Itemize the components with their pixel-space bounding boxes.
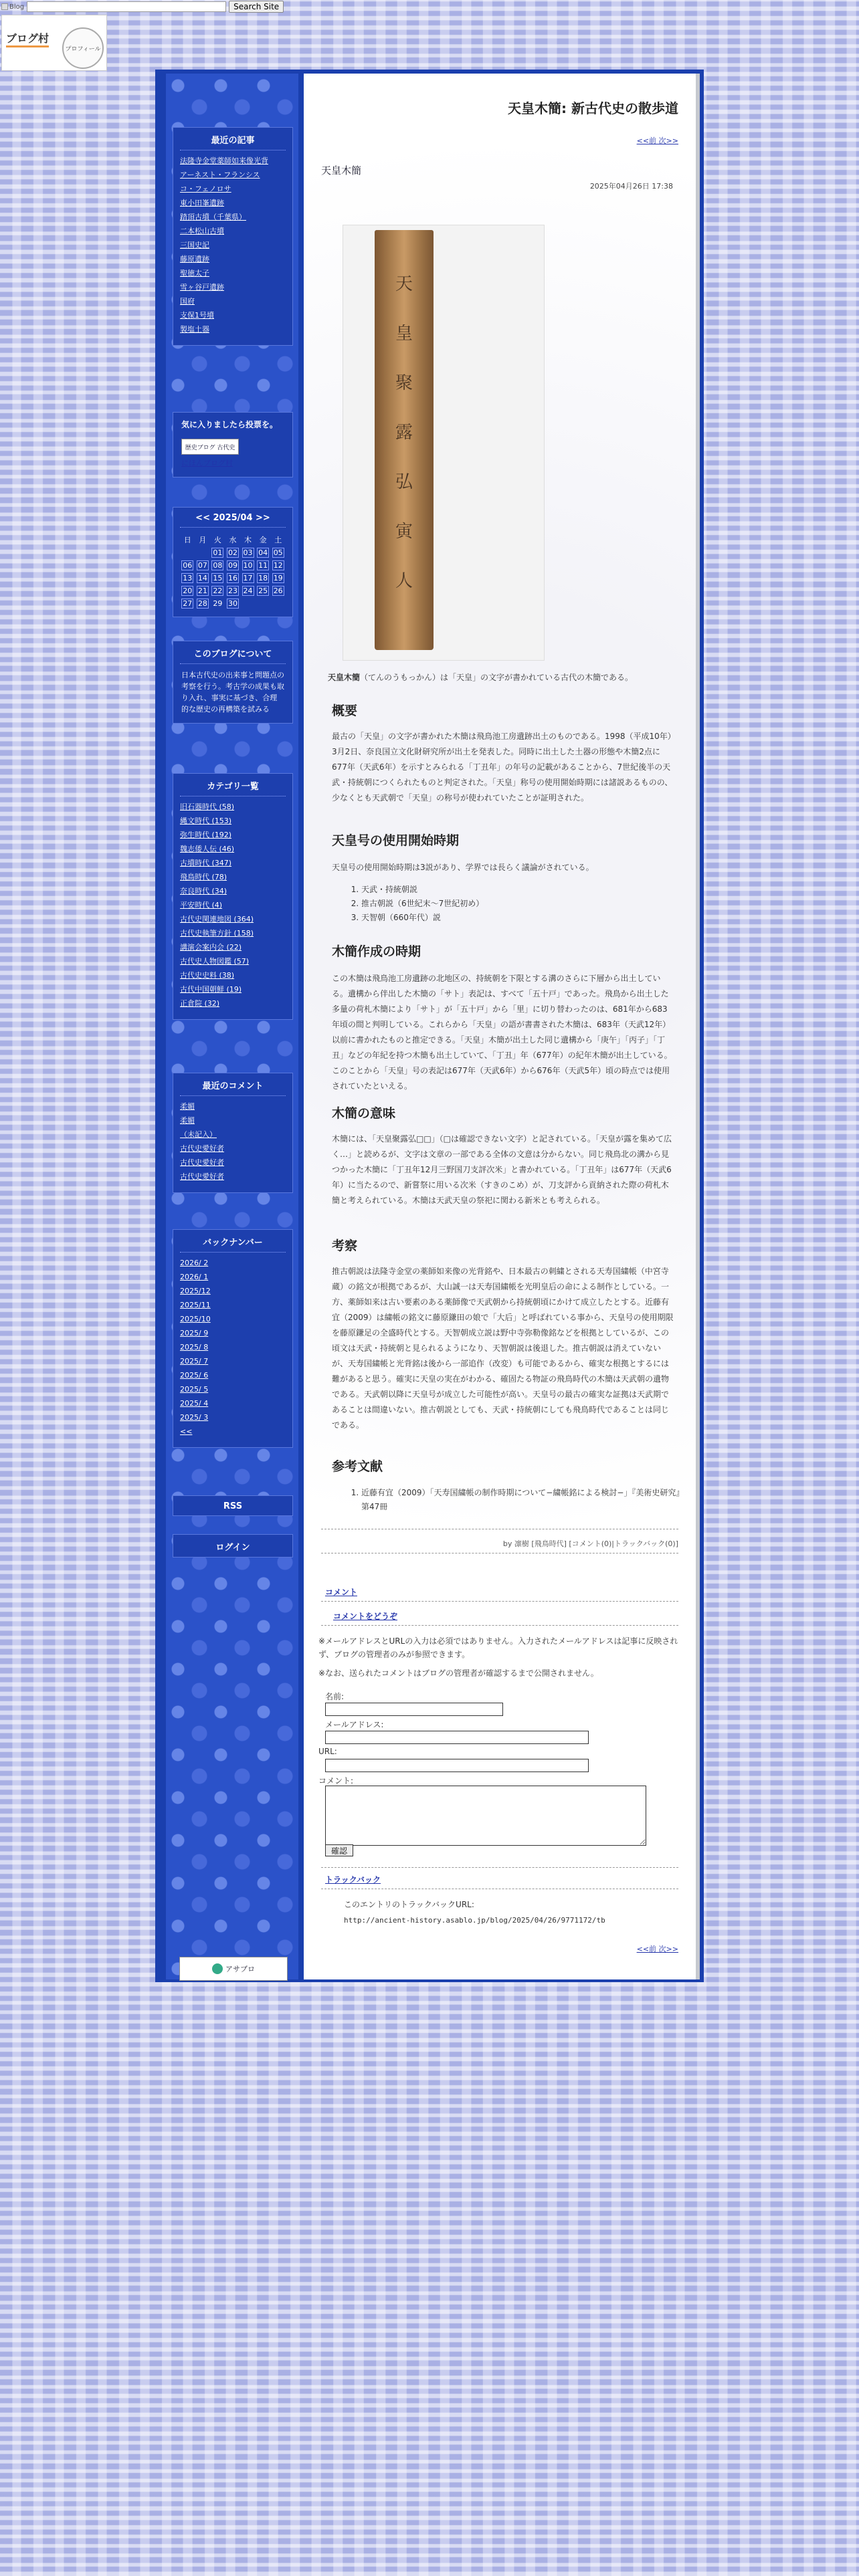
- category-item-link[interactable]: 講演会案内会 (22): [180, 943, 242, 952]
- recent-post-item[interactable]: [180, 296, 286, 306]
- recent-posts-box: [173, 127, 293, 346]
- calendar-day[interactable]: 08: [213, 561, 223, 570]
- about-text: 日本古代史の出来事と問題点の考察を行う。考古学の成果も取り入れ、事実に基づき、合理的な歴史の再構築を試みる: [181, 671, 284, 714]
- category-item[interactable]: [180, 844, 286, 854]
- calendar-day[interactable]: 01: [213, 548, 223, 557]
- comment-textarea[interactable]: [325, 1786, 646, 1846]
- recent-comment-item-link[interactable]: 古代史愛好者: [180, 1158, 224, 1167]
- calendar-day[interactable]: 11: [258, 561, 268, 570]
- recent-comments-box: [173, 1073, 293, 1193]
- heading-dating: 木簡作成の時期: [332, 944, 421, 959]
- calendar-day[interactable]: 05: [273, 548, 283, 557]
- backnumber-item-link[interactable]: 2025/ 4: [180, 1399, 209, 1408]
- recent-post-item[interactable]: [180, 170, 286, 180]
- divider: [321, 1625, 678, 1626]
- category-item-link[interactable]: 古代史執筆方針 (158): [180, 929, 254, 938]
- recent-comment-item-link[interactable]: 古代史愛好者: [180, 1144, 224, 1153]
- mokkan-character: 天: [395, 274, 413, 294]
- backnumber-item-link[interactable]: 2026/ 1: [180, 1273, 209, 1281]
- photo-caption: 天皇木簡（てんのうもっかん）は「天皇」の文字が書かれている古代の木簡である。: [328, 673, 634, 682]
- calendar-day[interactable]: 09: [227, 561, 237, 570]
- nihon-blogmura-link[interactable]: にほんブログ村: [181, 459, 233, 467]
- recent-comments-title: 最近のコメント: [180, 1073, 286, 1096]
- category-item[interactable]: [180, 830, 286, 840]
- recent-post-item[interactable]: [180, 310, 286, 320]
- about-title: このブログについて: [180, 641, 286, 664]
- recent-comment-item[interactable]: [180, 1158, 286, 1168]
- recent-comment-item-link[interactable]: （未記入）: [180, 1130, 217, 1139]
- backnumber-item[interactable]: [180, 1286, 286, 1296]
- calendar-box: [173, 507, 293, 617]
- content-scroll-rail: [696, 74, 700, 1979]
- calendar-day[interactable]: 20: [183, 586, 193, 595]
- trackback-url[interactable]: http://ancient-history.asablo.jp/blog/2025/04/26/9771172/tb: [344, 1916, 605, 1925]
- calendar-day[interactable]: 03: [243, 548, 253, 557]
- calendar-weekday: 日: [183, 536, 191, 544]
- calendar-day[interactable]: 25: [258, 586, 268, 595]
- references-list: [348, 1486, 682, 1514]
- usage-list-item: 1. 天武・持統朝説: [361, 883, 682, 897]
- mokkan-character: 人: [395, 571, 413, 591]
- blogmura-banner[interactable]: ブログ村 プロフィール: [1, 15, 107, 71]
- calendar-day[interactable]: 26: [273, 586, 283, 595]
- mokkan-character: 皇: [395, 324, 413, 344]
- calendar-day[interactable]: 02: [227, 548, 237, 557]
- analysis-text: 推古朝説は法隆寺金堂の薬師如来像の光背銘や、日本最古の刺繍とされる天寿国繍帳（中宮寺蔵）の銘文が根拠であるが、大山誠一は天寿国繍帳を光明皇后の命による制作としている。一方、薬師如来は古い要素のある薬師像で天武朝から持統朝頃にかけて成立したとする。近藤有宜（2009）は繍帳の銘文に藤原鎌田の娘で「大后」と呼ばれている事から、天皇号の使用期限を藤原鎌足の全盛時代とする。天智朝成立説は野中寺弥勒像銘などを根拠としているが、この頃文は天武・持統朝と見られるようになり、天智朝説は後退した。推古朝説は消えていないが、天寿国繍帳と光背銘は後から一部追作（改変）も可能であるから、確実な根拠とするには難があると思う。確実に天皇の実在がわかる、確固たる物証の飛鳥時代の木簡は天武朝の遺物である。天武朝以降に天皇号が成立した可能性が高い。天皇号の最古の確実な証拠は天武期であることは間違いない。推古朝説としても、天武・持統朝にしても飛鳥時代であることは同じである。: [332, 1267, 674, 1430]
- calendar-day[interactable]: 16: [227, 574, 237, 582]
- sidebar: [166, 74, 298, 1979]
- search-input[interactable]: [27, 1, 226, 12]
- mokkan-character: 弘: [395, 472, 413, 492]
- backnumber-item[interactable]: [180, 1356, 286, 1366]
- backnumber-item[interactable]: [180, 1300, 286, 1310]
- category-item[interactable]: [180, 914, 286, 924]
- profile-badge[interactable]: プロフィール: [62, 27, 104, 69]
- usage-intro: 天皇号の使用開始時期は3説があり、学界では長らく議論がされている。: [332, 863, 594, 872]
- category-item-link[interactable]: 縄文時代 (153): [180, 817, 232, 825]
- usage-list-item: 2. 推古朝説（6世紀末〜7世紀初め）: [361, 897, 682, 911]
- recent-comment-item[interactable]: [180, 1115, 286, 1125]
- category-item[interactable]: [180, 970, 286, 980]
- backnumber-item[interactable]: [180, 1314, 286, 1324]
- backnumber-item-link[interactable]: 2026/ 2: [180, 1259, 209, 1267]
- name-input[interactable]: [325, 1703, 503, 1716]
- url-label: URL:: [318, 1747, 337, 1756]
- comment-section-link[interactable]: コメント: [325, 1588, 358, 1597]
- calendar-day[interactable]: 15: [213, 574, 223, 582]
- calendar-day[interactable]: 24: [243, 586, 253, 595]
- backnumber-item[interactable]: [180, 1342, 286, 1352]
- category-item[interactable]: [180, 858, 286, 868]
- calendar-weekday: 金: [259, 536, 267, 544]
- calendar-day[interactable]: 18: [258, 574, 268, 582]
- backnumber-list: [173, 1258, 292, 1447]
- calendar-day[interactable]: 19: [273, 574, 283, 582]
- post-nav-top: [318, 135, 678, 146]
- heading-analysis: 考察: [332, 1239, 358, 1253]
- comment-note-approval: ※なお、送られたコメントはブログの管理者が確認するまで公開されません。: [318, 1669, 599, 1678]
- recent-posts-title: 最近の記事: [180, 128, 286, 150]
- post-nav-bottom: [318, 1943, 678, 1954]
- prev-next-link[interactable]: <<前 次>>: [636, 136, 678, 145]
- categories-title: カテゴリ一覧: [180, 774, 286, 796]
- post-date: 2025年04月26日 17:38: [589, 182, 673, 191]
- recent-post-item-link[interactable]: 藤原遺跡: [180, 255, 209, 263]
- name-label: 名前:: [325, 1692, 345, 1701]
- backnumber-item-link[interactable]: 2025/10: [180, 1315, 211, 1323]
- calendar-weekday: 月: [199, 536, 207, 544]
- category-item-link[interactable]: 古代史関連地図 (364): [180, 915, 254, 924]
- mokkan-character: 寅: [395, 522, 413, 542]
- calendar-weekday: 水: [229, 536, 237, 544]
- recent-post-item-link[interactable]: 聖徳太子: [180, 269, 209, 278]
- confirm-button[interactable]: 確認: [325, 1844, 353, 1856]
- blog-title[interactable]: 天皇木簡: 新古代史の散歩道: [508, 100, 678, 116]
- categories-box: [173, 773, 293, 1020]
- post-meta[interactable]: by 凛樹 [飛鳥時代] [コメント(0)|トラックバック(0)]: [502, 1539, 678, 1548]
- calendar-day[interactable]: 30: [227, 599, 237, 608]
- about-box: [173, 641, 293, 724]
- recent-post-item[interactable]: [180, 226, 286, 236]
- recent-posts-list: [173, 156, 292, 345]
- trackback-section-link[interactable]: トラックバック: [325, 1875, 381, 1885]
- calendar-day[interactable]: 10: [243, 561, 253, 570]
- calendar-day[interactable]: 17: [243, 574, 253, 582]
- comment-note-email: ※メールアドレスとURLの入力は必須ではありません。入力されたメールアドレスは記事に反映されず、ブログの管理者のみが参照できます。: [318, 1636, 678, 1659]
- recent-post-item-link[interactable]: 三国史記: [180, 241, 209, 249]
- recent-comment-item[interactable]: [180, 1130, 286, 1140]
- blog-logo[interactable]: Blog: [1, 3, 24, 11]
- category-item-link[interactable]: 古代史史料 (38): [180, 971, 235, 980]
- backnumber-item-link[interactable]: 2025/ 6: [180, 1371, 209, 1380]
- recent-comments-list: [173, 1101, 292, 1192]
- recent-post-item-link[interactable]: 製塩土器: [180, 325, 209, 334]
- recent-post-item[interactable]: [180, 254, 286, 264]
- heading-overview: 概要: [332, 704, 358, 718]
- vote-box: [173, 412, 293, 477]
- backnumber-item-link[interactable]: 2025/ 8: [180, 1343, 209, 1352]
- calendar-weekday: 木: [244, 536, 252, 544]
- category-item-link[interactable]: 飛鳥時代 (78): [180, 873, 227, 881]
- login-link[interactable]: ログイン: [215, 1543, 250, 1553]
- calendar-day: [270, 597, 286, 610]
- trackback-text: このエントリのトラックバックURL:: [344, 1900, 474, 1909]
- dating-text: この木簡は飛鳥池工房遺跡の北地区の、持統朝を下限とする溝のさらに下層から出土している。遺構から伴出した木簡の「サト」表記は、すべて「五十戸」であった。飛鳥から出土した多量の荷札木簡により「サト」が「五十戸」から「里」に切り替わったのは、681年から683年頃の間と判明している。これらから「天皇」の語が書書された木簡は、683年（天武12年）以前に書かれたものと推定できる。「天皇」木簡が出土した同じ遺構から「庚午」「丙子」「丁丑」などの年紀を持つ木簡も出土していて、「丁丑」年（677年）の紀年木簡が出土している。このことから「天皇」号の表記は677年（天武6年）から676年（天武5年）頃の時点では使用されていたといえる。: [332, 974, 672, 1091]
- calendar-day[interactable]: 13: [183, 574, 193, 582]
- backnumber-item[interactable]: [180, 1272, 286, 1282]
- usage-list-item: 3. 天智朝（660年代）説: [361, 911, 682, 925]
- calendar-title[interactable]: << 2025/04 >>: [180, 508, 286, 528]
- recent-post-item[interactable]: [180, 324, 286, 334]
- recent-post-item-link[interactable]: 踏頂古墳（千葉県）: [180, 213, 246, 221]
- category-item-link[interactable]: 弥生時代 (192): [180, 831, 232, 839]
- calendar-weekday: 土: [274, 536, 282, 544]
- asablo-badge[interactable]: アサブロ: [179, 1957, 288, 1981]
- recent-post-item-link[interactable]: 雪ヶ谷戸遺跡: [180, 283, 224, 292]
- category-item-link[interactable]: 古墳時代 (347): [180, 859, 232, 867]
- recent-post-item[interactable]: [180, 156, 286, 166]
- category-item[interactable]: [180, 872, 286, 882]
- category-item[interactable]: [180, 984, 286, 994]
- mokkan-image: [375, 230, 434, 650]
- calendar-day: [256, 597, 271, 610]
- backnumber-item[interactable]: [180, 1426, 286, 1436]
- vote-title: 気に入りましたら投票を。: [181, 420, 278, 429]
- logo-icon: [1, 3, 8, 10]
- calendar-day[interactable]: 29: [213, 599, 223, 608]
- calendar-day[interactable]: 23: [227, 586, 237, 595]
- divider: [321, 1867, 678, 1868]
- recent-post-item-link[interactable]: アーネスト・フランシス: [180, 171, 260, 179]
- divider: [321, 1601, 678, 1602]
- recent-post-item[interactable]: [180, 282, 286, 292]
- category-item[interactable]: [180, 942, 286, 952]
- recent-post-item[interactable]: [180, 212, 286, 222]
- calendar-day: [240, 597, 256, 610]
- calendar-day[interactable]: 07: [197, 561, 207, 570]
- category-item[interactable]: [180, 802, 286, 812]
- backnumber-item[interactable]: [180, 1384, 286, 1394]
- post-photo: [343, 225, 545, 661]
- prev-next-link[interactable]: <<前 次>>: [636, 1945, 678, 1953]
- backnumber-item[interactable]: [180, 1370, 286, 1380]
- recent-post-item[interactable]: [180, 240, 286, 250]
- category-item-link[interactable]: 古代中国朝鮮 (19): [180, 985, 242, 994]
- usage-list: [348, 883, 682, 925]
- calendar: [180, 533, 286, 610]
- heading-meaning: 木簡の意味: [332, 1106, 396, 1121]
- vote-badge[interactable]: 歴史ブログ 古代史: [181, 439, 239, 455]
- rss-box: [173, 1495, 293, 1516]
- category-item[interactable]: [180, 816, 286, 826]
- backnumber-item[interactable]: [180, 1328, 286, 1338]
- recent-comment-item[interactable]: [180, 1101, 286, 1111]
- calendar-day[interactable]: 22: [213, 586, 223, 595]
- category-item[interactable]: [180, 928, 286, 938]
- category-item-link[interactable]: 古代史人物図鑑 (57): [180, 957, 250, 966]
- overview-text: 最古の「天皇」の文字が書かれた木簡は飛鳥池工房遺跡出土のものである。1998（平成10年）3月2日、奈良国立文化財研究所が出土を発表した。同時に出土した土器の形態や木簡2点に677年（天武6年）を示すとみられる「丁丑年」の年号の記載があることから、7世紀後半の天武・持統朝につくられたものと判定された。「天皇」称号の使用開始時期には諸説あるものの、少なくとも天武朝で「天皇」の称号が使われていたことが証明された。: [332, 732, 673, 802]
- backnumber-item[interactable]: [180, 1412, 286, 1422]
- backnumber-item[interactable]: [180, 1398, 286, 1408]
- comment-label: コメント:: [318, 1776, 354, 1786]
- calendar-day[interactable]: 14: [197, 574, 207, 582]
- category-item[interactable]: [180, 900, 286, 910]
- search-button[interactable]: Search Site: [229, 1, 284, 13]
- top-search-bar: [0, 0, 859, 13]
- recent-comment-item-link[interactable]: 柔媚: [180, 1116, 195, 1125]
- backnumber-item-link[interactable]: 2025/ 9: [180, 1329, 209, 1337]
- backnumber-item[interactable]: [180, 1258, 286, 1268]
- backnumber-item-link[interactable]: <<: [180, 1427, 193, 1436]
- recent-post-item[interactable]: [180, 184, 286, 194]
- category-item-link[interactable]: 奈良時代 (34): [180, 887, 227, 895]
- mokkan-character: 聚: [395, 373, 413, 393]
- backnumber-item-link[interactable]: 2025/ 5: [180, 1385, 209, 1394]
- backnumber-item-link[interactable]: 2025/11: [180, 1301, 211, 1309]
- backnumber-item-link[interactable]: 2025/ 3: [180, 1413, 209, 1422]
- recent-post-item-link[interactable]: 支保1号墳: [180, 311, 214, 320]
- comment-invite-link[interactable]: コメントをどうぞ: [333, 1612, 398, 1621]
- email-input[interactable]: [325, 1731, 589, 1744]
- category-item-link[interactable]: 正倉院 (32): [180, 999, 220, 1008]
- email-label: メールアドレス:: [325, 1720, 384, 1729]
- url-input[interactable]: [325, 1759, 589, 1772]
- post-title[interactable]: 天皇木簡: [321, 165, 362, 177]
- calendar-day[interactable]: 12: [273, 561, 283, 570]
- backnumber-item-link[interactable]: 2025/12: [180, 1287, 211, 1295]
- recent-post-item[interactable]: [180, 268, 286, 278]
- calendar-day[interactable]: 04: [258, 548, 268, 557]
- mokkan-character: 露: [395, 423, 413, 443]
- heading-usage: 天皇号の使用開始時期: [332, 833, 460, 848]
- recent-post-item-link[interactable]: 法隆寺金堂薬師如来像光背: [180, 156, 268, 165]
- category-item[interactable]: [180, 998, 286, 1008]
- recent-post-item-link[interactable]: コ・フェノロサ: [180, 185, 231, 193]
- meaning-text: 木簡には、「天皇聚露弘□□」（□は確認できない文字）と記されている。「天皇が露を集めて広く…」と読めるが、文字は文章の一部である全体の文意は分からない。同じ飛鳥北の溝から見つかった木簡に「丁丑年12月三野国刀支評次米」と書かれている。「丁丑年」は677年（天武6年）に当たるので、新嘗祭に用いる次米（すきのこめ）が、刀支評から貢納された際の荷札木簡と考えられている。木簡は天武天皇の祭祀に関わる新米とも考えられる。: [332, 1134, 672, 1205]
- calendar-day[interactable]: 06: [183, 561, 193, 570]
- calendar-day: [180, 546, 195, 559]
- categories-list: [173, 802, 292, 1019]
- asablo-logo-icon: [212, 1963, 223, 1974]
- category-item-link[interactable]: 旧石器時代 (58): [180, 802, 235, 811]
- calendar-weekday: 火: [213, 536, 221, 544]
- recent-comment-item-link[interactable]: 柔媚: [180, 1102, 195, 1111]
- backnumber-item-link[interactable]: 2025/ 7: [180, 1357, 209, 1366]
- calendar-day: [195, 546, 211, 559]
- recent-comment-item[interactable]: [180, 1144, 286, 1154]
- reference-item: 1. 近藤有宜（2009）「天寿国繍帳の制作時期について−繍帳銘による検討−」『美術史研究』第47冊: [361, 1486, 682, 1514]
- category-item-link[interactable]: 魏志倭人伝 (46): [180, 845, 235, 853]
- recent-comment-item-link[interactable]: 古代史愛好者: [180, 1172, 224, 1181]
- backnumber-title: バックナンバー: [180, 1230, 286, 1253]
- rss-link[interactable]: RSS: [223, 1501, 243, 1511]
- calendar-day[interactable]: 21: [197, 586, 207, 595]
- recent-comment-item[interactable]: [180, 1172, 286, 1182]
- calendar-day[interactable]: 27: [183, 599, 193, 608]
- category-item[interactable]: [180, 956, 286, 966]
- heading-references: 参考文献: [332, 1459, 383, 1474]
- recent-post-item-link[interactable]: 国府: [180, 297, 195, 306]
- category-item[interactable]: [180, 886, 286, 896]
- calendar-day[interactable]: 28: [197, 599, 207, 608]
- recent-post-item-link[interactable]: 二本松山古墳: [180, 227, 224, 235]
- backnumber-box: [173, 1229, 293, 1448]
- login-box: [173, 1534, 293, 1558]
- category-item-link[interactable]: 平安時代 (4): [180, 901, 223, 909]
- recent-post-item[interactable]: [180, 198, 286, 208]
- recent-post-item-link[interactable]: 東小田峯遺跡: [180, 199, 224, 207]
